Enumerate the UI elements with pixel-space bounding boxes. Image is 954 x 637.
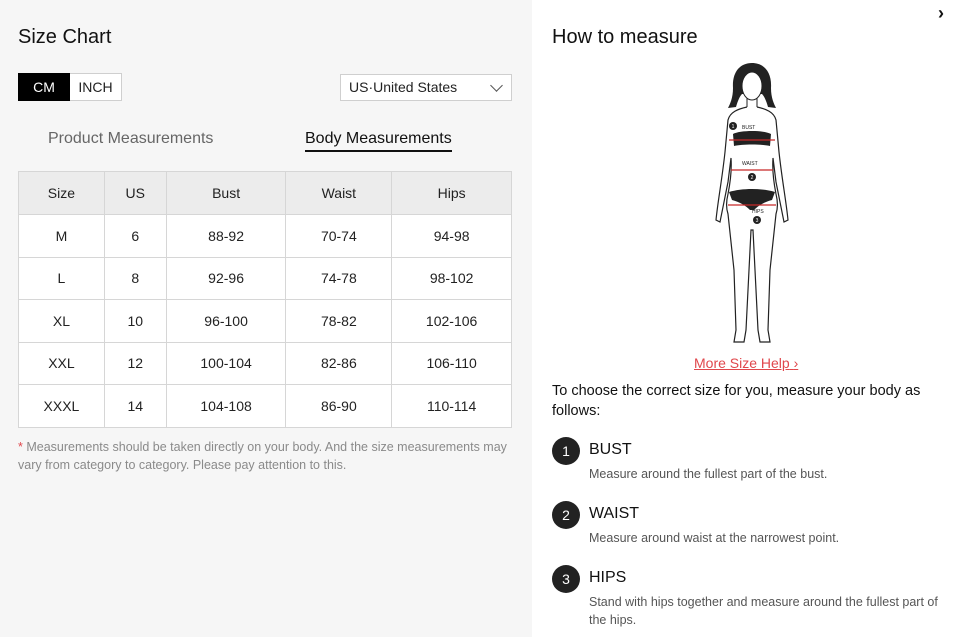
unit-inch-button[interactable]: INCH xyxy=(70,73,122,101)
step-description: Measure around waist at the narrowest point. xyxy=(589,531,840,545)
table-cell: 104-108 xyxy=(166,385,286,428)
table-row xyxy=(19,385,512,428)
measurement-note xyxy=(18,438,518,474)
country-select-value: US·United States xyxy=(349,79,458,95)
how-to-measure-title: How to measure xyxy=(552,26,698,48)
close-icon[interactable]: › xyxy=(938,3,944,23)
table-cell: 92-96 xyxy=(166,257,286,300)
step-name: HIPS xyxy=(589,569,627,586)
body-figure-illustration xyxy=(712,60,792,346)
table-cell: 12 xyxy=(104,342,166,385)
table-cell: 14 xyxy=(104,385,166,428)
size-chart-title: Size Chart xyxy=(18,26,112,48)
column-header-waist: Waist xyxy=(286,172,392,215)
table-cell: 96-100 xyxy=(166,300,286,343)
column-header-bust: Bust xyxy=(166,172,286,215)
table-row xyxy=(19,342,512,385)
column-header-size: Size xyxy=(19,172,105,215)
table-row xyxy=(19,257,512,300)
table-cell: 10 xyxy=(104,300,166,343)
figure-label-1: 1 xyxy=(731,124,735,130)
step-name: WAIST xyxy=(589,505,640,522)
table-row xyxy=(19,215,512,258)
table-cell: XXXL xyxy=(19,385,105,428)
table-cell: 86-90 xyxy=(286,385,392,428)
figure-label-waist: WAIST xyxy=(742,161,758,167)
measure-intro-text: To choose the correct size for you, measure your body as follows: xyxy=(552,383,921,419)
table-row xyxy=(19,300,512,343)
step-name: BUST xyxy=(589,441,632,458)
note-text: Measurements should be taken directly on your body. And the size measurements may vary from category to category. Please pay attention to this. xyxy=(18,440,507,472)
figure-label-bust: BUST xyxy=(742,125,756,131)
table-cell: M xyxy=(19,215,105,258)
figure-label-2: 2 xyxy=(750,175,754,181)
step-number-badge: 2 xyxy=(552,501,580,529)
table-cell: 82-86 xyxy=(286,342,392,385)
chevron-down-icon xyxy=(490,79,503,92)
column-header-us: US xyxy=(104,172,166,215)
unit-cm-button[interactable]: CM xyxy=(18,73,70,101)
table-cell: 100-104 xyxy=(166,342,286,385)
table-cell: 6 xyxy=(104,215,166,258)
table-cell: 78-82 xyxy=(286,300,392,343)
table-cell: 88-92 xyxy=(166,215,286,258)
table-cell: 8 xyxy=(104,257,166,300)
country-select[interactable] xyxy=(340,74,512,101)
more-size-help-link[interactable] xyxy=(694,355,798,371)
table-cell: 70-74 xyxy=(286,215,392,258)
table-cell: 74-78 xyxy=(286,257,392,300)
table-cell: XL xyxy=(19,300,105,343)
table-header-row xyxy=(19,172,512,215)
unit-toggle xyxy=(18,73,122,101)
table-cell: 110-114 xyxy=(392,385,512,428)
step-description: Stand with hips together and measure around the fullest part of the hips. xyxy=(589,595,938,627)
table-cell: L xyxy=(19,257,105,300)
column-header-hips: Hips xyxy=(392,172,512,215)
step-number-badge: 1 xyxy=(552,437,580,465)
how-to-measure-panel xyxy=(532,0,954,637)
tab-body-measurements[interactable]: Body Measurements xyxy=(305,130,452,152)
more-size-help-label: More Size Help xyxy=(694,355,790,371)
tab-product-measurements[interactable]: Product Measurements xyxy=(48,130,214,147)
chevron-right-icon: › xyxy=(793,355,799,371)
table-cell: 102-106 xyxy=(392,300,512,343)
table-cell: XXL xyxy=(19,342,105,385)
step-description: Measure around the fullest part of the bust. xyxy=(589,467,828,481)
table-cell: 94-98 xyxy=(392,215,512,258)
step-number-badge: 3 xyxy=(552,565,580,593)
note-asterisk: * xyxy=(18,440,23,454)
size-table xyxy=(18,171,512,428)
table-cell: 98-102 xyxy=(392,257,512,300)
figure-label-hips: HIPS xyxy=(752,209,764,215)
table-cell: 106-110 xyxy=(392,342,512,385)
figure-label-3: 3 xyxy=(755,218,759,224)
